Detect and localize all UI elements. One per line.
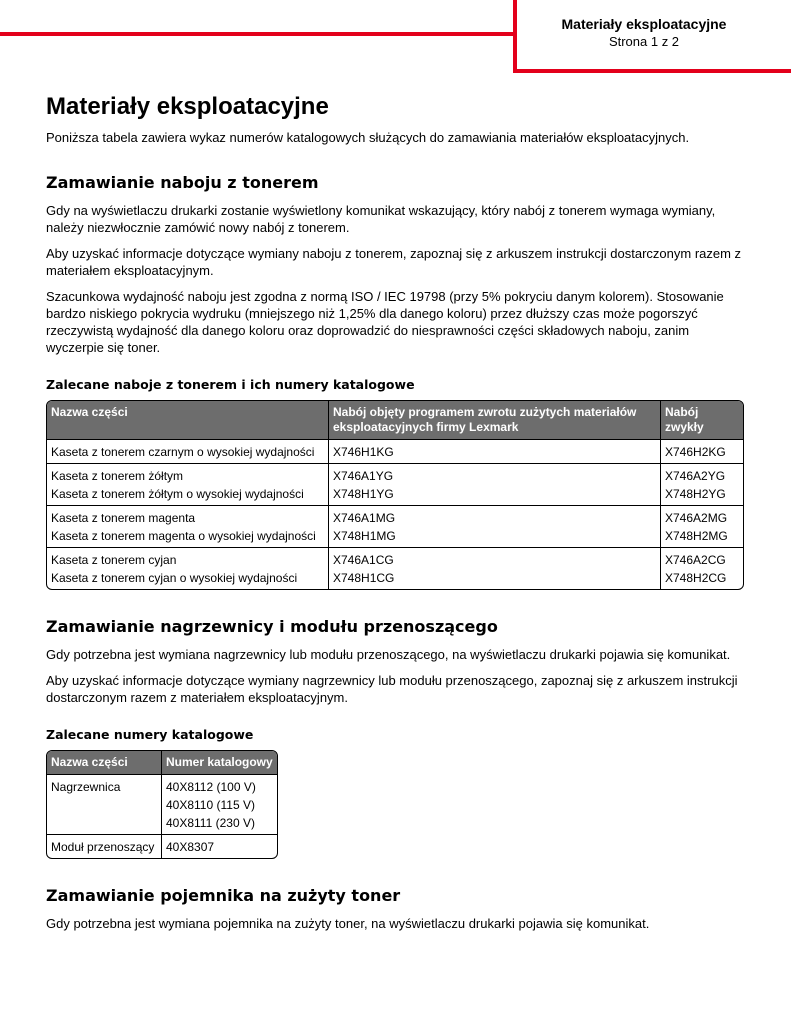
table-row xyxy=(47,439,743,463)
document-title: Materiały eksploatacyjne xyxy=(46,93,329,120)
fuser-col-part-name: Nazwa części xyxy=(47,751,161,774)
header-title: Materiały eksploatacyjne xyxy=(561,16,727,32)
fuser-col-number: Numer katalogowy xyxy=(161,751,277,774)
toner-cell-return: X746A1YG X748H1YG xyxy=(328,463,660,505)
toner-cell-regular: X746A2YG X748H2YG xyxy=(660,463,743,505)
section-fuser-p1: Gdy potrzebna jest wymiana nagrzewnicy lub modułu przenoszącego, na wyświetlaczu drukarki pojawia się komunikat. xyxy=(46,647,731,662)
toner-cell-return: X746H1KG xyxy=(328,439,660,463)
fuser-table xyxy=(46,750,278,859)
document-body xyxy=(46,92,746,941)
toner-cell-regular: X746H2KG xyxy=(660,439,743,463)
toner-cell-regular: X746A2CG X748H2CG xyxy=(660,547,743,589)
header-accent-line xyxy=(0,32,516,36)
toner-cell-part-name: Kaseta z tonerem żółtym Kaseta z tonerem żółtym o wysokiej wydajności xyxy=(47,463,328,505)
toner-table-header-row xyxy=(47,401,743,439)
toner-table xyxy=(46,400,744,590)
toner-cell-part-name: Kaseta z tonerem cyjan Kaseta z tonerem cyjan o wysokiej wydajności xyxy=(47,547,328,589)
section-toner-p2: Aby uzyskać informacje dotyczące wymiany naboju z tonerem, zapoznaj się z arkuszem instrukcji dostarczonym razem z materiałem eksploatacyjnym. xyxy=(46,246,742,278)
section-fuser-p2: Aby uzyskać informacje dotyczące wymiany nagrzewnicy lub modułu przenoszącego, zapoznaj się z arkuszem instrukcji dostarczonym razem z materiałem eksploatacyjnym. xyxy=(46,673,738,705)
toner-col-regular: Nabój zwykły xyxy=(660,401,743,439)
section-toner-p3: Szacunkowa wydajność naboju jest zgodna z normą ISO / IEC 19798 (przy 5% pokryciu danym kolorem). Stosowanie bardzo niskiego pokrycia wydruku (mniejszego niż 1,25% dla danego koloru) przez dłuższy czas może pogorszyć rzeczywistą wydajność dla danego koloru oraz doprowadzić do niesprawności części składowych naboju, zanim wyczerpie się toner. xyxy=(46,289,724,355)
fuser-table-header-row xyxy=(47,751,277,774)
fuser-table-title: Zalecane numery katalogowe xyxy=(46,727,254,742)
intro-paragraph: Poniższa tabela zawiera wykaz numerów katalogowych służących do zamawiania materiałów eksploatacyjnych. xyxy=(46,130,690,145)
fuser-cell-number: 40X8307 xyxy=(161,834,277,858)
header-box-border-bottom xyxy=(513,69,791,73)
fuser-cell-part-name: Moduł przenoszący xyxy=(47,834,161,858)
page-header xyxy=(517,16,771,50)
section-toner-heading: Zamawianie naboju z tonerem xyxy=(46,173,319,192)
header-page-number: Strona 1 z 2 xyxy=(608,34,680,49)
section-waste-p1: Gdy potrzebna jest wymiana pojemnika na zużyty toner, na wyświetlaczu drukarki pojawia się komunikat. xyxy=(46,916,650,931)
table-row xyxy=(47,834,277,858)
table-row xyxy=(47,463,743,505)
toner-cell-return: X746A1MG X748H1MG xyxy=(328,505,660,547)
toner-cell-return: X746A1CG X748H1CG xyxy=(328,547,660,589)
toner-cell-regular: X746A2MG X748H2MG xyxy=(660,505,743,547)
table-row xyxy=(47,774,277,834)
table-row xyxy=(47,505,743,547)
fuser-cell-part-name: Nagrzewnica xyxy=(47,774,161,834)
section-fuser-heading: Zamawianie nagrzewnicy i modułu przenoszącego xyxy=(46,617,498,636)
fuser-cell-number: 40X8112 (100 V) 40X8110 (115 V) 40X8111 (230 V) xyxy=(161,774,277,834)
section-toner-p1: Gdy na wyświetlaczu drukarki zostanie wyświetlony komunikat wskazujący, który nabój z tonerem wymaga wymiany, należy niezwłocznie zamówić nowy nabój z tonerem. xyxy=(46,203,716,235)
toner-table-title: Zalecane naboje z tonerem i ich numery katalogowe xyxy=(46,377,415,392)
table-row xyxy=(47,547,743,589)
toner-col-part-name: Nazwa części xyxy=(47,401,328,439)
toner-col-return-program: Nabój objęty programem zwrotu zużytych materiałów eksploatacyjnych firmy Lexmark xyxy=(328,401,660,439)
toner-cell-part-name: Kaseta z tonerem magenta Kaseta z tonerem magenta o wysokiej wydajności xyxy=(47,505,328,547)
toner-cell-part-name: Kaseta z tonerem czarnym o wysokiej wydajności xyxy=(47,439,328,463)
section-waste-heading: Zamawianie pojemnika na zużyty toner xyxy=(46,886,401,905)
